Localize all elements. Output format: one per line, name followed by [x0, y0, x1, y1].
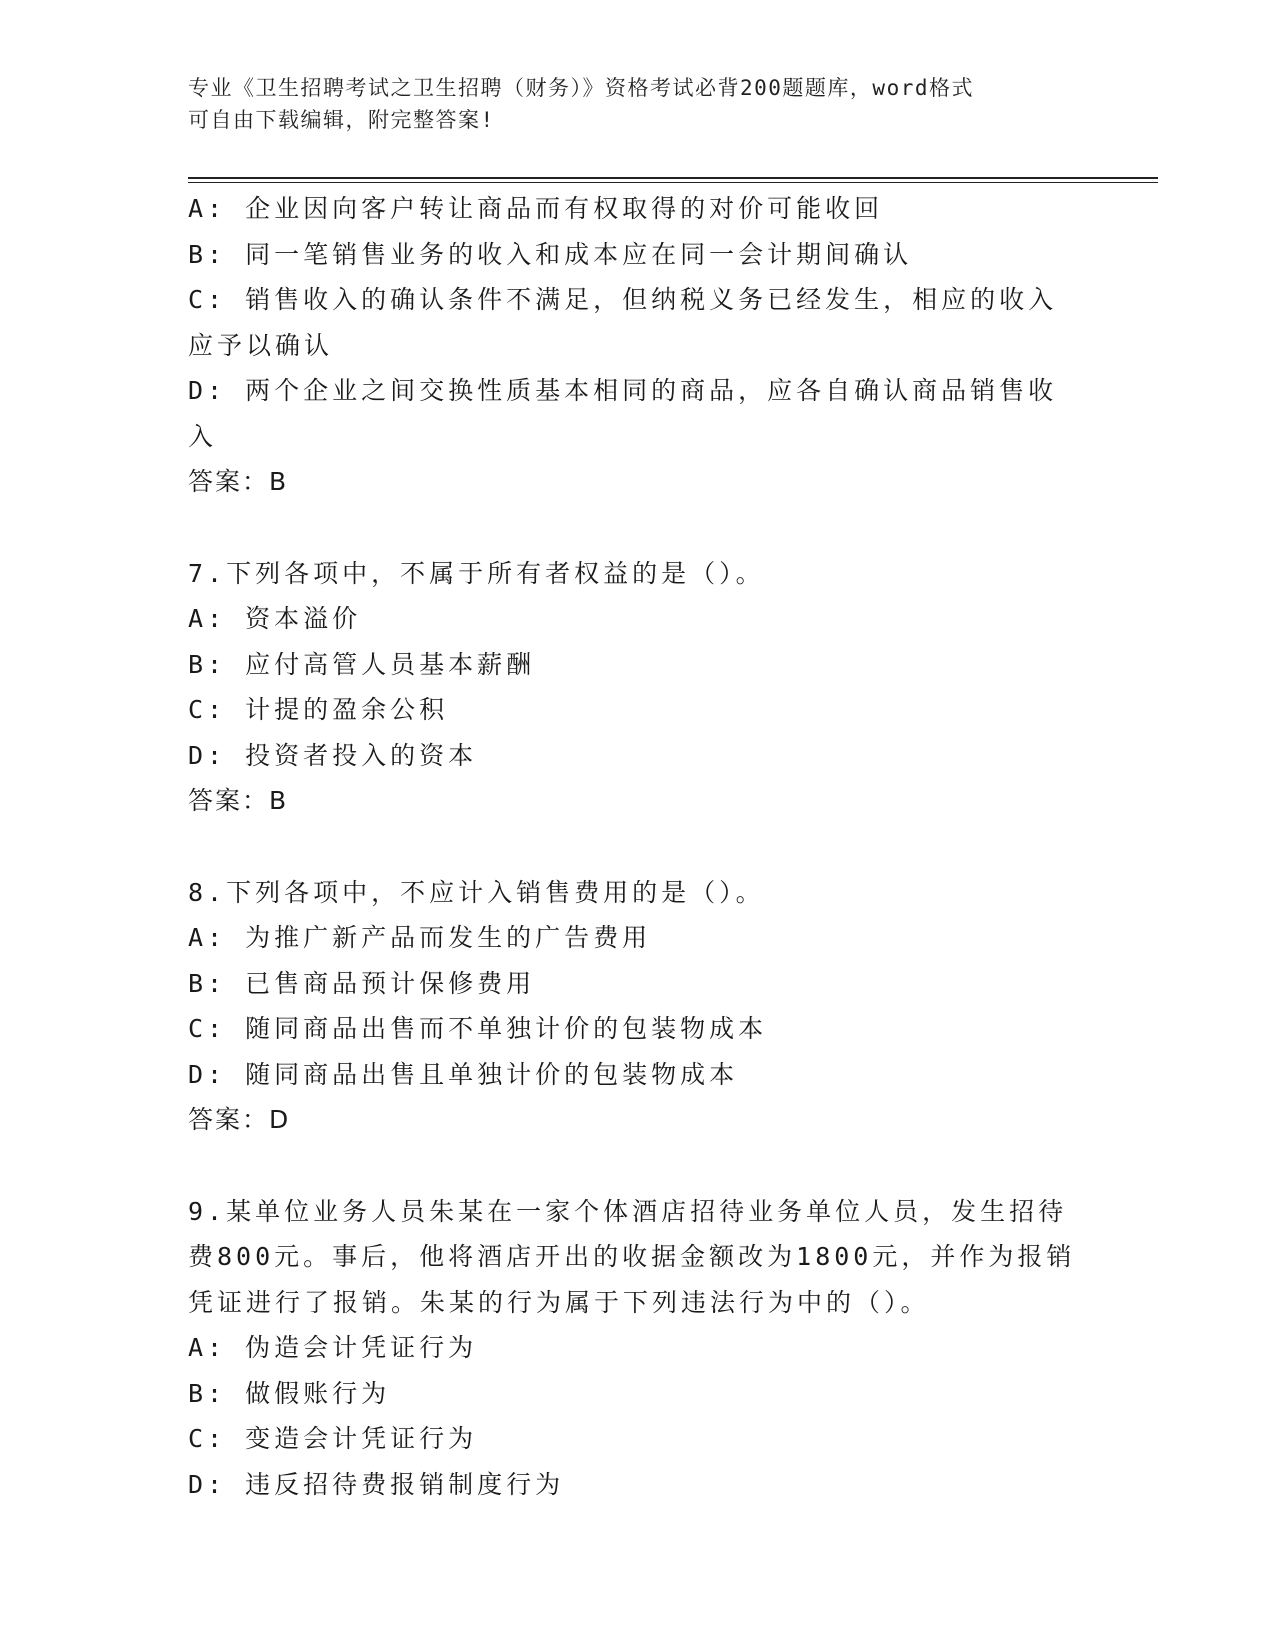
question-9-block [188, 1189, 1078, 1508]
option-d: D: 违反招待费报销制度行为 [188, 1469, 565, 1499]
option-b: B: 做假账行为 [188, 1378, 391, 1408]
option-a: A: 伪造会计凭证行为 [188, 1333, 478, 1362]
header-divider-thin [188, 182, 1158, 183]
spacer [188, 824, 1078, 870]
question-content [188, 186, 1078, 1507]
header-title-line-1: 专业《卫生招聘考试之卫生招聘（财务）》资格考试必背200题题库，word格式 [188, 76, 974, 100]
answer-label: 答案：D [188, 1105, 291, 1134]
option-c: C: 计提的盈余公积 [188, 695, 449, 724]
header-title-line-2: 可自由下载编辑，附完整答案! [188, 108, 495, 132]
question-stem: 9.某单位业务人员朱某在一家个体酒店招待业务单位人员，发生招待费800元。事后，他将酒店开出的收据金额改为1800元，并作为报销凭证进行了报销。朱某的行为属于下列违法行为中的（）。 [188, 1196, 1076, 1317]
option-d: D: 投资者投入的资本 [188, 740, 478, 770]
option-b: B: 已售商品预计保修费用 [188, 968, 536, 998]
document-header [188, 72, 1088, 136]
option-d: D: 随同商品出售且单独计价的包装物成本 [188, 1059, 739, 1089]
question-6-block [188, 186, 1078, 505]
option-d: D: 两个企业之间交换性质基本相同的商品，应各自确认商品销售收入 [188, 376, 1058, 451]
option-a: A: 资本溢价 [188, 604, 362, 633]
question-8-block [188, 870, 1078, 1143]
option-b: B: 应付高管人员基本薪酬 [188, 649, 536, 679]
question-stem: 7.下列各项中，不属于所有者权益的是（）。 [188, 558, 765, 588]
option-c: C: 随同商品出售而不单独计价的包装物成本 [188, 1014, 768, 1043]
spacer [188, 1143, 1078, 1189]
question-stem: 8.下列各项中，不应计入销售费用的是（）。 [188, 877, 765, 907]
header-divider-thick [188, 177, 1158, 179]
option-b: B: 同一笔销售业务的收入和成本应在同一会计期间确认 [188, 239, 913, 269]
option-c: C: 变造会计凭证行为 [188, 1424, 478, 1453]
option-c: C: 销售收入的确认条件不满足，但纳税义务已经发生，相应的收入应予以确认 [188, 285, 1058, 360]
answer-label: 答案：B [188, 467, 289, 496]
answer-label: 答案：B [188, 786, 289, 815]
option-a: A: 为推广新产品而发生的广告费用 [188, 923, 652, 952]
question-7-block [188, 551, 1078, 824]
spacer [188, 505, 1078, 551]
option-a: A: 企业因向客户转让商品而有权取得的对价可能收回 [188, 194, 884, 223]
